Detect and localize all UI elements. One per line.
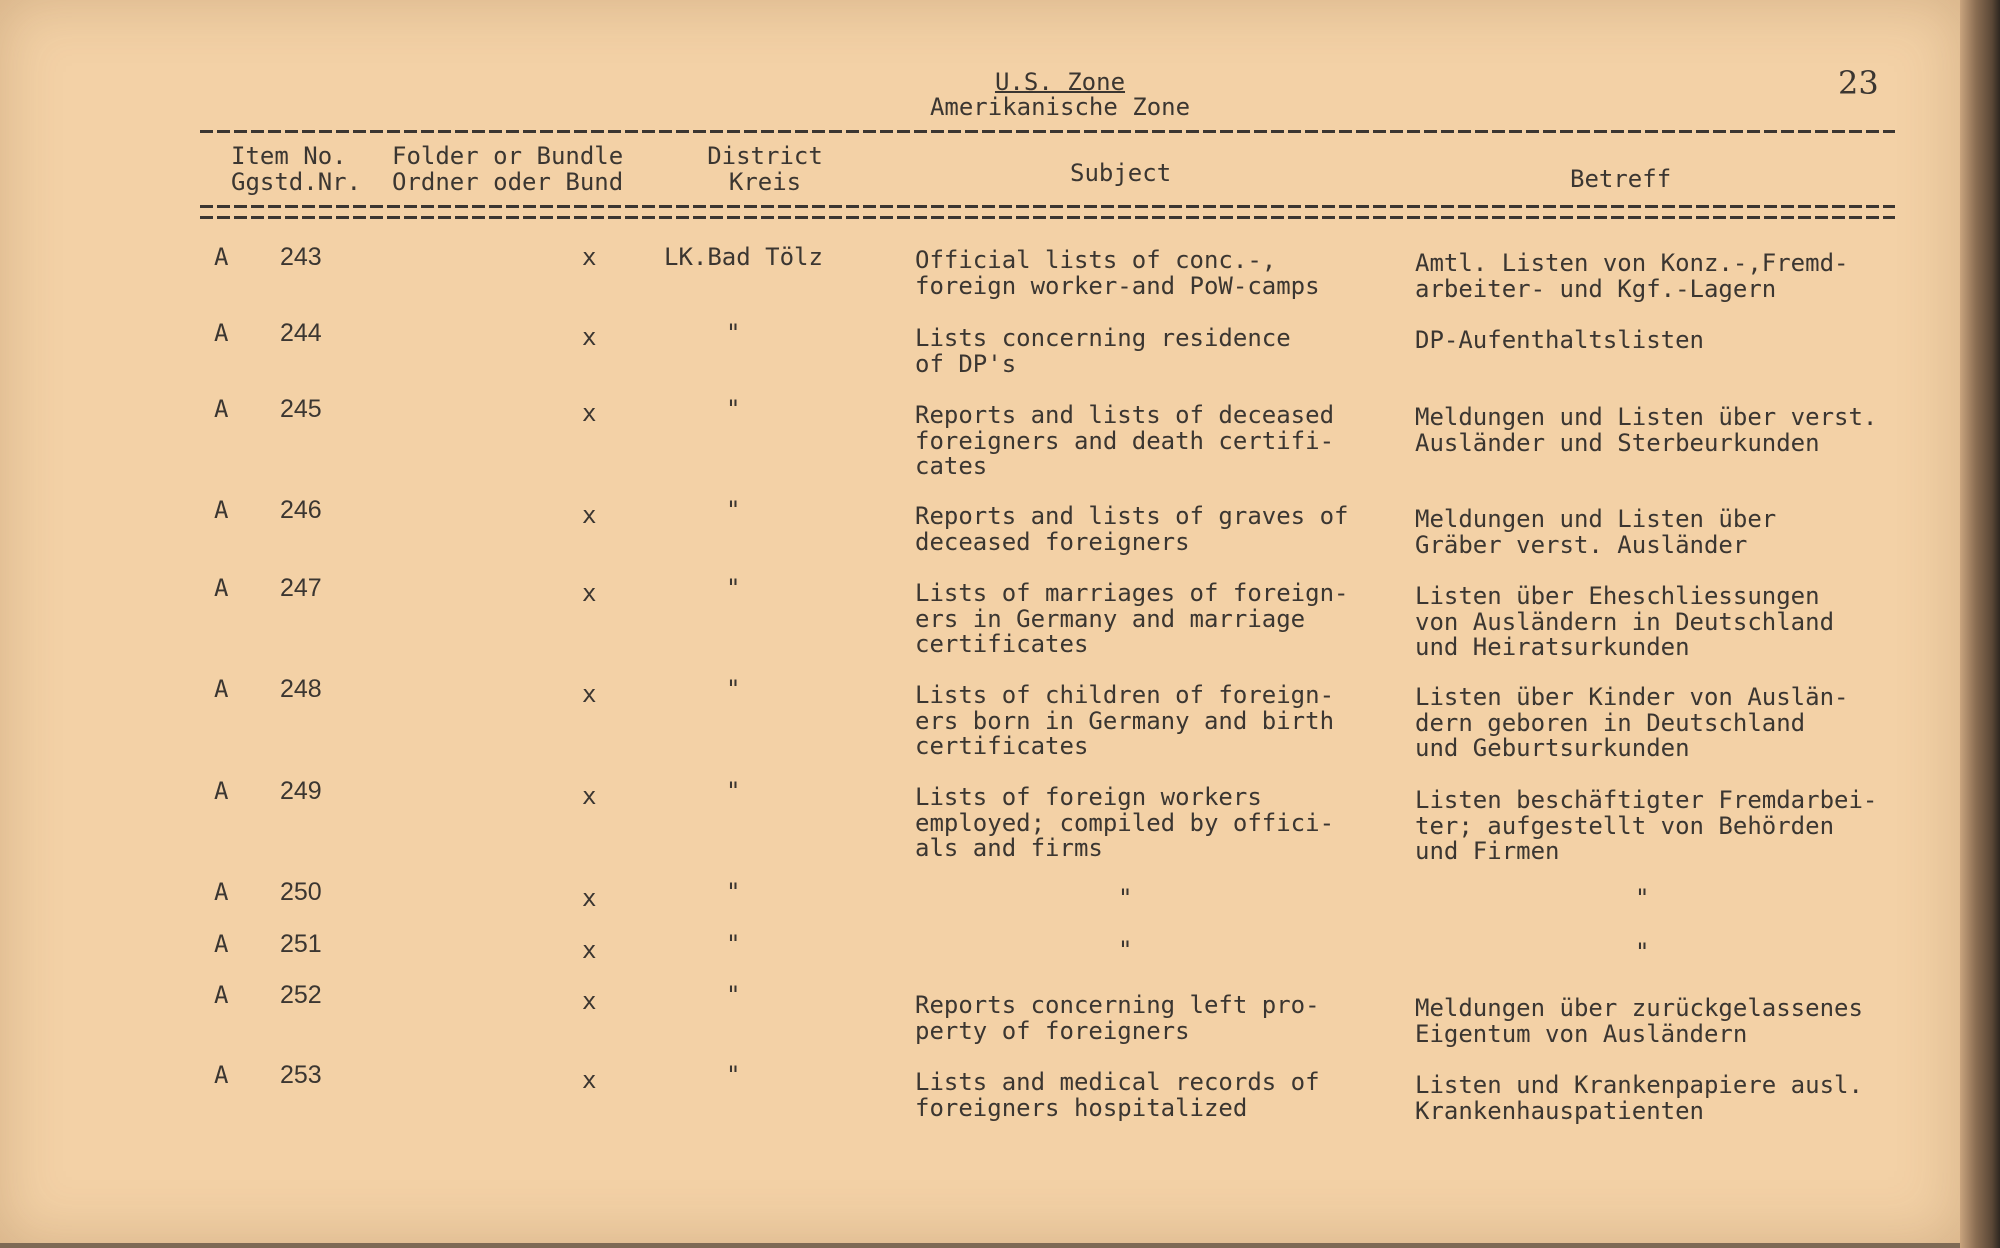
item-number: 249: [280, 777, 322, 805]
subject-text: Lists of children of foreign- ers born in Germany and birth certificates: [915, 681, 1335, 760]
district-value: ": [726, 777, 741, 805]
folder-bundle-mark: x: [582, 1066, 597, 1094]
subject-text: Lists and medical records of foreigners hospitalized: [915, 1068, 1320, 1122]
folder-bundle-mark: x: [582, 323, 597, 351]
folder-bundle-mark: x: [582, 399, 597, 427]
item-number: 250: [280, 878, 322, 906]
betreff-text: Listen und Krankenpapiere ausl. Krankenhauspatienten: [1415, 1071, 1863, 1125]
col-header-subject: Subject: [1070, 159, 1172, 187]
col-header-district: District Kreis: [707, 142, 823, 196]
item-number: 245: [280, 395, 322, 423]
district-value: ": [726, 675, 741, 703]
subject-text: Reports and lists of deceased foreigners and death certifi- cates: [915, 401, 1335, 480]
folder-bundle-mark: x: [582, 243, 597, 271]
district-value: ": [726, 395, 741, 423]
item-number: 246: [280, 496, 322, 524]
betreff-text: DP-Aufenthaltslisten: [1415, 326, 1704, 354]
item-number: 252: [280, 981, 322, 1009]
item-number: 243: [280, 243, 322, 271]
header-bottom-rule-2: [200, 216, 1895, 219]
folder-bundle-mark: x: [582, 579, 597, 607]
header-top-rule: [200, 130, 1895, 133]
item-letter: A: [214, 675, 229, 703]
betreff-text: Listen über Eheschliessungen von Ausländern in Deutschland und Heiratsurkunden: [1415, 582, 1835, 661]
item-number: 247: [280, 574, 322, 602]
betreff-ditto: ": [1635, 938, 1650, 966]
betreff-text: Meldungen und Listen über Gräber verst. Ausländer: [1415, 505, 1777, 559]
subject-text: Lists concerning residence of DP's: [915, 324, 1291, 378]
item-letter: A: [214, 243, 229, 271]
betreff-text: Meldungen über zurückgelassenes Eigentum von Ausländern: [1415, 994, 1863, 1048]
item-letter: A: [214, 1061, 229, 1089]
district-value: ": [726, 496, 741, 524]
item-letter: A: [214, 395, 229, 423]
item-letter: A: [214, 319, 229, 347]
item-letter: A: [214, 496, 229, 524]
col-header-betreff: Betreff: [1570, 165, 1672, 193]
page-number: 23: [1838, 64, 1879, 102]
district-value: ": [726, 319, 741, 347]
betreff-text: Listen beschäftigter Fremdarbei- ter; aufgestellt von Behörden und Firmen: [1415, 786, 1878, 865]
subject-text: Reports concerning left pro- perty of foreigners: [915, 991, 1320, 1045]
item-letter: A: [214, 878, 229, 906]
item-letter: A: [214, 777, 229, 805]
folder-bundle-mark: x: [582, 884, 597, 912]
district-value: ": [726, 574, 741, 602]
zone-title: [920, 70, 1200, 120]
folder-bundle-mark: x: [582, 987, 597, 1015]
subject-ditto: ": [1118, 884, 1133, 912]
betreff-ditto: ": [1635, 884, 1650, 912]
district-value: LK.Bad Tölz: [664, 243, 823, 271]
subject-ditto: ": [1118, 936, 1133, 964]
item-number: 251: [280, 930, 322, 958]
item-number: 244: [280, 319, 322, 347]
folder-bundle-mark: x: [582, 782, 597, 810]
zone-title-de: Amerikanische Zone: [929, 93, 1191, 121]
page-bottom-edge: [0, 1243, 1960, 1248]
zone-title-en: U.S. Zone: [994, 68, 1126, 96]
subject-text: Lists of foreign workers employed; compiled by offici- als and firms: [915, 783, 1335, 862]
district-value: ": [726, 930, 741, 958]
subject-text: Official lists of conc.-, foreign worker-and PoW-camps: [915, 246, 1320, 300]
betreff-text: Amtl. Listen von Konz.-,Fremd- arbeiter- und Kgf.-Lagern: [1415, 249, 1849, 303]
item-number: 253: [280, 1061, 322, 1089]
subject-text: Reports and lists of graves of deceased foreigners: [915, 502, 1349, 556]
item-letter: A: [214, 930, 229, 958]
betreff-text: Meldungen und Listen über verst. Ausländer und Sterbeurkunden: [1415, 403, 1878, 457]
col-header-folder: Folder or Bundle Ordner oder Bund: [392, 142, 624, 196]
item-letter: A: [214, 574, 229, 602]
betreff-text: Listen über Kinder von Auslän- dern geboren in Deutschland und Geburtsurkunden: [1415, 683, 1849, 762]
folder-bundle-mark: x: [582, 501, 597, 529]
district-value: ": [726, 981, 741, 1009]
folder-bundle-mark: x: [582, 936, 597, 964]
subject-text: Lists of marriages of foreign- ers in Germany and marriage certificates: [915, 579, 1349, 658]
item-letter: A: [214, 981, 229, 1009]
book-binding-edge: [1960, 0, 2000, 1248]
folder-bundle-mark: x: [582, 680, 597, 708]
item-number: 248: [280, 675, 322, 703]
col-header-item: Item No. Ggstd.Nr.: [231, 142, 362, 196]
header-bottom-rule-1: [200, 205, 1895, 208]
district-value: ": [726, 878, 741, 906]
district-value: ": [726, 1061, 741, 1089]
